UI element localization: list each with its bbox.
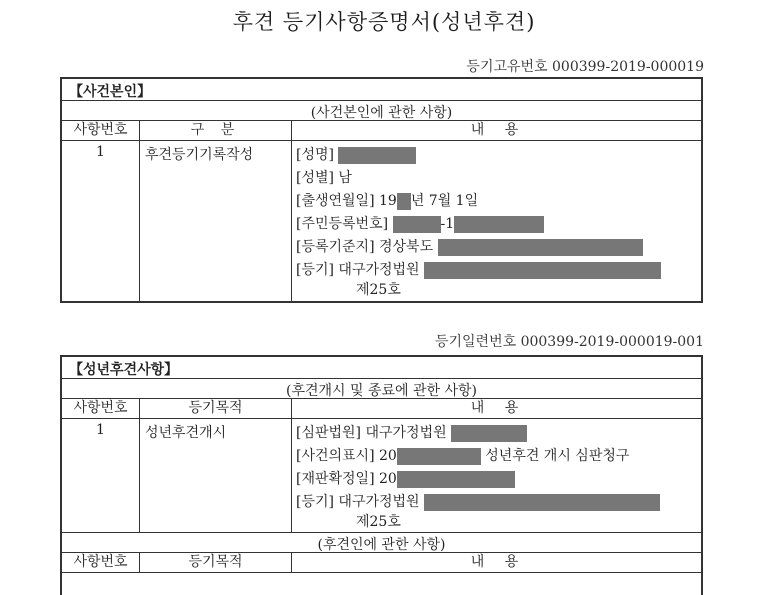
cell-content bbox=[292, 141, 701, 301]
domicile-label: [등록기준지] 경상북도 bbox=[296, 239, 434, 255]
cell-purpose: 성년후견개시 bbox=[140, 419, 292, 532]
registration-label: [등기] 대구가정법원 bbox=[296, 494, 420, 510]
birthdate-value: 년 7월 1일 bbox=[410, 193, 479, 209]
registration-serial-number: 등기일련번호 000399-2019-000019-001 bbox=[434, 334, 704, 350]
redaction-block bbox=[397, 471, 515, 488]
cell-item-no: 1 bbox=[62, 419, 140, 532]
table-header-row bbox=[62, 121, 701, 141]
redaction-block bbox=[424, 494, 660, 511]
final-date-label: [재판확정일] 20 bbox=[296, 471, 397, 487]
domicile-line bbox=[296, 236, 701, 259]
final-date-line bbox=[296, 468, 701, 491]
table-header-row bbox=[62, 399, 701, 419]
section-header: 【성년후견사항】 bbox=[62, 357, 701, 379]
case-subject-section bbox=[60, 77, 703, 303]
redaction-block bbox=[451, 425, 527, 442]
redaction-block bbox=[424, 262, 661, 279]
table-header-row bbox=[62, 553, 701, 573]
resident-number-value: -1 bbox=[440, 216, 455, 232]
col-header-item-no: 사항번호 bbox=[62, 553, 140, 572]
name-line bbox=[296, 144, 701, 167]
col-header-content: 내 용 bbox=[470, 554, 527, 570]
sex-line: [성별] 남 bbox=[296, 170, 352, 186]
redaction-block bbox=[397, 193, 411, 210]
registration-line bbox=[296, 259, 701, 282]
col-header-content: 내 용 bbox=[470, 400, 527, 416]
redaction-block bbox=[454, 216, 544, 233]
col-header-type: 구 분 bbox=[140, 121, 292, 140]
redaction-block bbox=[393, 216, 441, 233]
case-label: [사건의표시] 20 bbox=[296, 448, 397, 464]
redaction-block bbox=[438, 239, 643, 256]
court-label: [심판법원] 대구가정법원 bbox=[296, 425, 447, 441]
resident-number-label: [주민등록번호] bbox=[296, 216, 389, 232]
birthdate-label: [출생연월일] 19 bbox=[296, 193, 397, 209]
adult-guardianship-section bbox=[60, 355, 703, 595]
case-value: 성년후견 개시 심판청구 bbox=[485, 448, 630, 464]
cell-type: 후견등기기록작성 bbox=[140, 141, 292, 301]
cell-item-no: 1 bbox=[62, 141, 140, 301]
table-row bbox=[62, 419, 701, 533]
redaction-block bbox=[397, 448, 481, 465]
col-header-content: 내 용 bbox=[470, 122, 527, 138]
section-header: 【사건본인】 bbox=[62, 79, 701, 101]
birthdate-line bbox=[296, 190, 701, 213]
registration-unique-number: 등기고유번호 000399-2019-000019 bbox=[466, 59, 704, 75]
redaction-block bbox=[338, 147, 416, 164]
col-header-purpose: 등기목적 bbox=[140, 553, 292, 572]
registration-number: 제25호 bbox=[356, 282, 401, 298]
registration-number: 제25호 bbox=[356, 514, 401, 530]
section-subtitle: (후견개시 및 종료에 관한 사항) bbox=[62, 379, 701, 399]
guardian-subtitle: (후견인에 관한 사항) bbox=[62, 533, 701, 553]
col-header-item-no: 사항번호 bbox=[62, 399, 140, 418]
resident-number-line bbox=[296, 213, 701, 236]
section-subtitle: (사건본인에 관한 사항) bbox=[62, 101, 701, 121]
col-header-item-no: 사항번호 bbox=[62, 121, 140, 140]
case-line bbox=[296, 445, 701, 468]
registration-label: [등기] 대구가정법원 bbox=[296, 262, 420, 278]
cell-content bbox=[292, 419, 701, 532]
name-label: [성명] bbox=[296, 147, 334, 163]
col-header-purpose: 등기목적 bbox=[140, 399, 292, 418]
table-row bbox=[62, 141, 701, 301]
court-line bbox=[296, 422, 701, 445]
registration-line bbox=[296, 491, 701, 514]
document-title: 후견 등기사항증명서(성년후견) bbox=[232, 10, 536, 34]
